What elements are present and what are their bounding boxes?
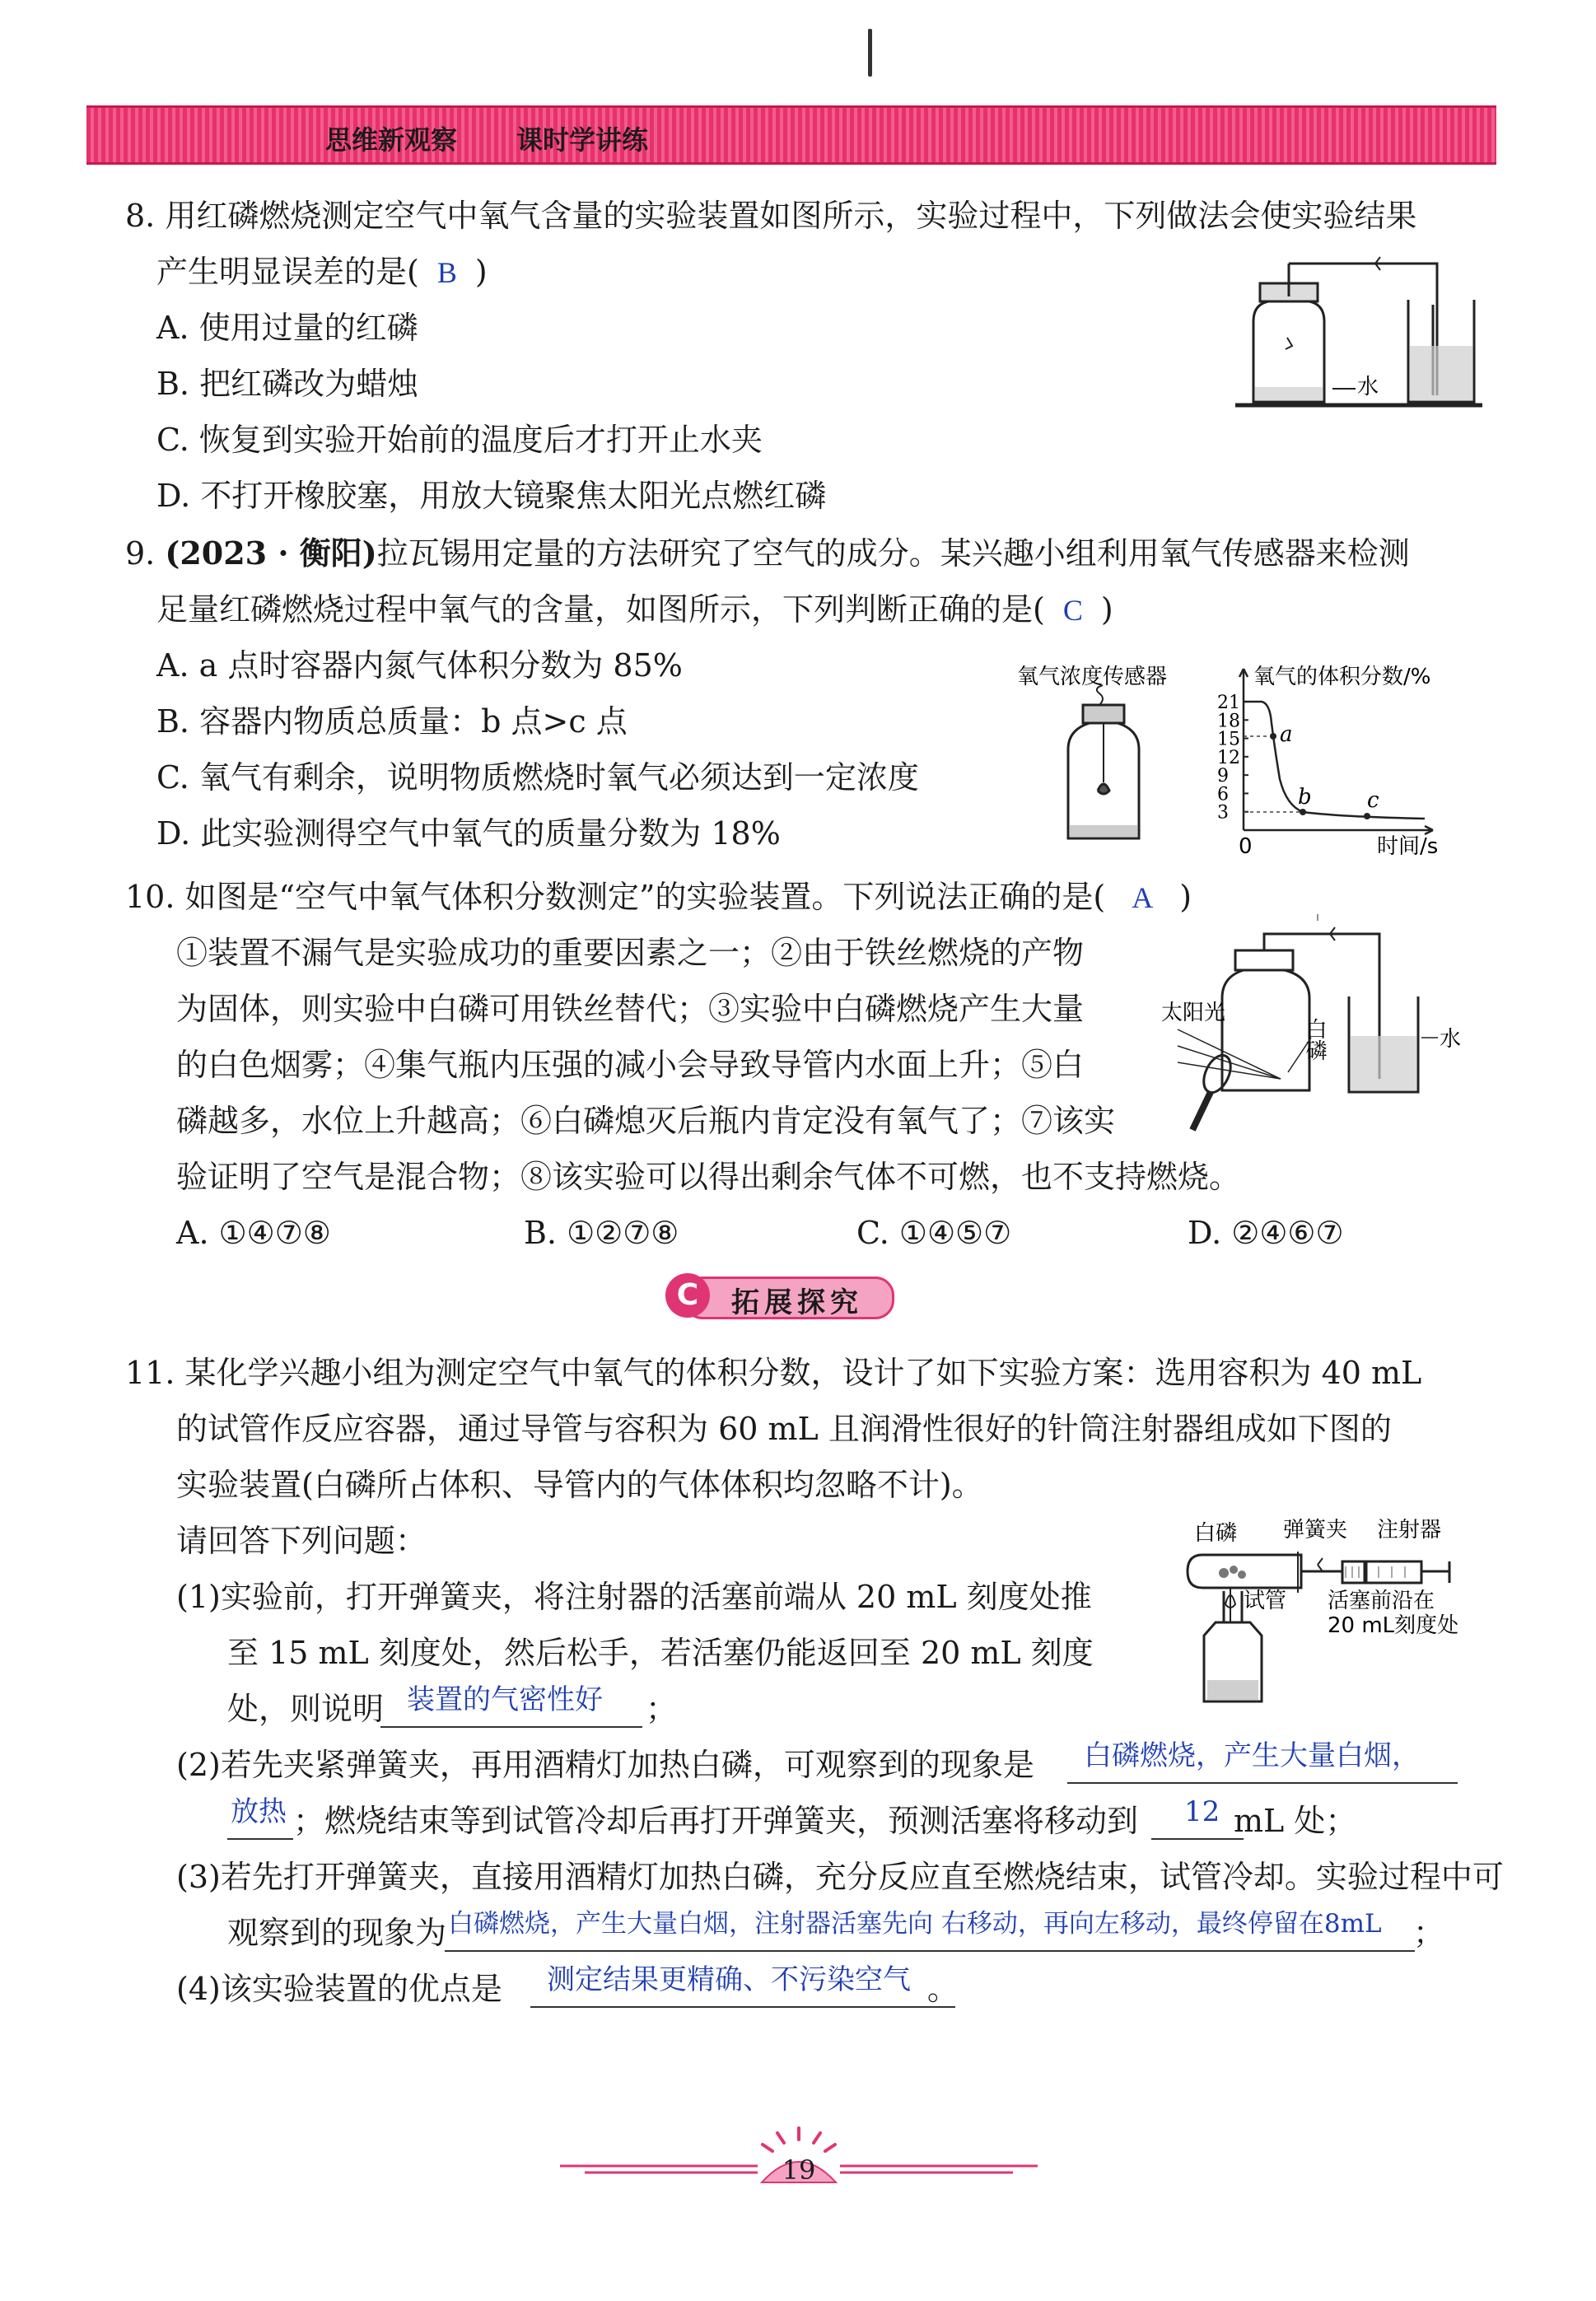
q11-p4-post: 。: [926, 1971, 959, 2007]
q11-ask: 请回答下列问题：: [176, 1523, 427, 1559]
q11-p2-blank-2: [227, 1838, 293, 1840]
q11-fig-note-2: 20 mL刻度处: [1328, 1613, 1459, 1638]
q11-p3-blank: [445, 1950, 1415, 1952]
q8-fig-water-label: 水: [1357, 375, 1379, 399]
q11-p4-pre: (4)该实验装置的优点是: [176, 1971, 502, 2007]
q10-stem-pre: 10. 如图是“空气中氧气体积分数测定”的实验装置。下列说法正确的是(: [125, 879, 1106, 915]
q9-stem-2: [156, 591, 1113, 628]
q9-stem-pre: 足量红磷燃烧过程中氧气的含量，如图所示，下列判断正确的是(: [156, 591, 1045, 628]
q11-p2-post: mL 处；: [1234, 1803, 1357, 1839]
q11-fig-syringe-label: 注射器: [1377, 1518, 1442, 1543]
q9-sensor-figure: [1009, 659, 1198, 848]
header-series: 思维新观察: [325, 124, 458, 156]
q9-y-tick: 12: [1217, 747, 1240, 768]
q9-option-b: B. 容器内物质总质量：b 点>c 点: [156, 703, 628, 740]
header-title: 课时学讲练: [516, 124, 649, 156]
page-header: [86, 105, 1496, 165]
q9-oxygen-chart: [1211, 657, 1458, 855]
q8-option-b: B. 把红磷改为蜡烛: [156, 366, 419, 402]
q9-option-c: C. 氧气有剩余，说明物质燃烧时氧气必须达到一定浓度: [156, 759, 919, 796]
q11-p2-mid: ；燃烧结束等到试管冷却后再打开弹簧夹，预测活塞将移动到: [293, 1803, 1139, 1839]
q10-body-2: 为固体，则实验中白磷可用铁丝替代；③实验中白磷燃烧产生大量: [176, 991, 1085, 1027]
q9-option-a: A. a 点时容器内氮气体积分数为 85%: [156, 647, 683, 684]
q8-answer: B: [436, 256, 457, 289]
q11-fig-clip-label: 弹簧夹: [1283, 1518, 1348, 1543]
q9-source: (2023 · 衡阳): [165, 534, 377, 572]
q10-body-3: 的白色烟雾；④集气瓶内压强的减小会导致导管内水面上升；⑤白: [176, 1047, 1085, 1083]
q9-stem-post: ): [1100, 591, 1113, 628]
q9-stem-1: 9. (2023 · 衡阳)拉瓦锡用定量的方法研究了空气的成分。某兴趣小组利用氧气传感器来检测: [125, 534, 1410, 572]
q10-answer: A: [1132, 881, 1154, 914]
q11-p2-blank-3: [1151, 1838, 1244, 1840]
q10-stem-post: ): [1179, 879, 1192, 915]
q10-body-1: ①装置不漏气是实验成功的重要因素之一；②由于铁丝燃烧的产物: [176, 935, 1085, 971]
q9-y-tick: 21: [1217, 693, 1240, 713]
q10-option-b: B. ①②⑦⑧: [524, 1215, 679, 1251]
page-number: 19: [782, 2154, 816, 2186]
q11-p2-answer-2: 放热: [231, 1795, 287, 1828]
q8-option-d: D. 不打开橡胶塞，用放大镜聚焦太阳光点燃红磷: [156, 478, 827, 514]
q8-stem-post: ): [474, 254, 488, 290]
q9-y-tick: 9: [1217, 766, 1229, 787]
q9-point-c: c: [1367, 788, 1379, 813]
q9-sensor-label: 氧气浓度传感器: [1017, 665, 1168, 689]
q9-answer: C: [1062, 594, 1083, 627]
q8-stem-1: 8. 用红磷燃烧测定空气中氧气含量的实验装置如图所示，实验过程中，下列做法会使实验结果: [125, 198, 1417, 234]
q10-option-c: C. ①④⑤⑦: [856, 1215, 1012, 1251]
q11-p2-answer-3: 12: [1184, 1795, 1220, 1828]
q8-option-c: C. 恢复到实验开始前的温度后才打开止水夹: [156, 422, 763, 458]
q11-p3-pre: 观察到的现象为: [227, 1915, 447, 1951]
q10-apparatus-figure: [1153, 914, 1482, 1136]
binding-mark: [868, 29, 872, 77]
q10-stem: [125, 879, 1192, 916]
q9-point-a: a: [1280, 722, 1293, 747]
q11-p1-pre: 处，则说明: [227, 1691, 385, 1727]
q11-p3-line2: [227, 1915, 446, 1951]
q9-y-tick: 15: [1217, 729, 1240, 750]
q8-apparatus-figure: [1235, 247, 1482, 420]
q9-y-tick: 18: [1217, 711, 1240, 732]
q10-option-a: A. ①④⑦⑧: [176, 1215, 331, 1251]
q11-fig-tube-label: 试管: [1244, 1589, 1287, 1613]
q9-point-b: b: [1298, 785, 1312, 810]
q10-body-4: 磷越多，水位上升越高；⑥白磷熄灭后瓶内肯定没有氧气了；⑦该实: [176, 1103, 1116, 1139]
q11-p1-post: ；: [646, 1691, 678, 1727]
section-title: 拓展探究: [731, 1286, 863, 1319]
q11-p4-answer: 测定结果更精确、不污染空气: [547, 1963, 911, 1996]
q10-option-d: D. ②④⑥⑦: [1188, 1215, 1344, 1251]
q11-p3-line1: (3)若先打开弹簧夹，直接用酒精灯加热白磷，充分反应直至燃烧结束，试管冷却。实验过程中可: [176, 1859, 1504, 1895]
q10-body-5: 验证明了空气是混合物；⑧该实验可以得出剩余气体不可燃，也不支持燃烧。: [176, 1159, 1241, 1195]
q9-option-d: D. 此实验测得空气中氧气的质量分数为 18%: [156, 815, 781, 852]
q11-stem-3: 实验装置(白磷所占体积、导管内的气体体积均忽略不计)。: [176, 1467, 983, 1503]
q11-fig-note-1: 活塞前沿在: [1328, 1589, 1435, 1613]
q11-p2-line1: [176, 1747, 1034, 1783]
q11-stem-1: 11. 某化学兴趣小组为测定空气中氧气的体积分数，设计了如下实验方案：选用容积为 40 mL: [125, 1355, 1422, 1391]
q8-stem-2: [156, 254, 488, 291]
q11-apparatus-figure: [1145, 1515, 1482, 1713]
q9-chart-title: 氧气的体积分数/%: [1253, 665, 1431, 689]
q11-p1-line2: 至 15 mL 刻度处，然后松手，若活塞仍能返回至 20 mL 刻度: [227, 1635, 1094, 1671]
q10-fig-p-label: 白磷: [1302, 1018, 1327, 1061]
section-badge: [665, 1268, 912, 1323]
q8-option-a: A. 使用过量的红磷: [156, 310, 418, 346]
q9-y-tick: 3: [1217, 802, 1229, 824]
q11-p3-post: ；: [1413, 1915, 1445, 1951]
q9-origin: 0: [1239, 834, 1253, 855]
section-badge-letter: C: [665, 1273, 710, 1318]
q11-p3-answer: 白磷燃烧，产生大量白烟，注射器活塞先向 右移动，再向左移动，最终停留在8mL: [448, 1909, 1382, 1939]
q10-fig-water-label: 水: [1440, 1027, 1462, 1052]
q11-p1-blank: [380, 1726, 642, 1728]
q11-p2-answer-1: 白磷燃烧，产生大量白烟，: [1084, 1739, 1420, 1772]
q11-p2-blank-1: [1067, 1782, 1458, 1784]
q11-p1-line1: (1)实验前，打开弹簧夹，将注射器的活塞前端从 20 mL 刻度处推: [176, 1579, 1092, 1615]
q8-stem-pre: 产生明显误差的是(: [156, 254, 419, 290]
q11-stem-2: 的试管作反应容器，通过导管与容积为 60 mL 且润滑性很好的针筒注射器组成如下图的: [176, 1411, 1392, 1447]
q11-p2-pre: (2)若先夹紧弹簧夹，再用酒精灯加热白磷，可观察到的现象是: [176, 1747, 1034, 1783]
q11-p4-blank: [530, 2006, 955, 2008]
q11-fig-p-label: 白磷: [1194, 1521, 1238, 1546]
q10-fig-sun-label: 太阳光: [1161, 1001, 1226, 1025]
q9-y-tick: 6: [1217, 784, 1229, 805]
q9-x-label: 时间/s: [1377, 834, 1439, 855]
q11-p1-answer: 装置的气密性好: [407, 1683, 603, 1716]
q9-stem-1-text: 拉瓦锡用定量的方法研究了空气的成分。某兴趣小组利用氧气传感器来检测: [376, 535, 1410, 572]
